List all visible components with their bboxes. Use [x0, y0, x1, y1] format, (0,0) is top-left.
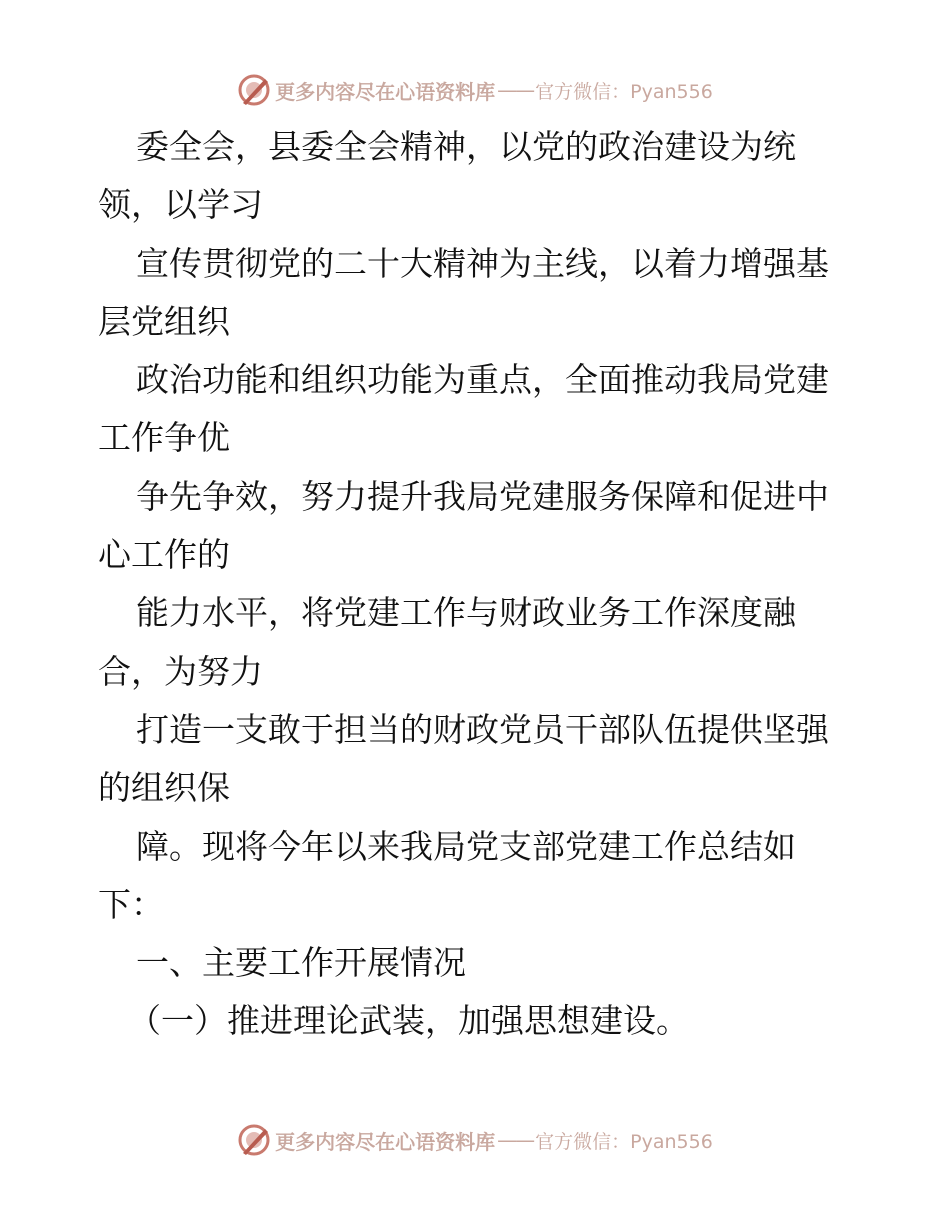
text-line-5: 政治功能和组织功能为重点，全面推动我局党建	[136, 360, 829, 400]
pen-logo-icon	[237, 73, 271, 107]
text-line-9: 能力水平，将党建工作与财政业务工作深度融	[136, 593, 796, 633]
subsection-heading: （一）推进理论武装，加强思想建设。	[128, 1001, 689, 1041]
watermark-wechat-text: 官方微信：Pyan556	[535, 80, 713, 103]
text-line-8: 心工作的	[98, 535, 230, 575]
text-line-3: 宣传贯彻党的二十大精神为主线，以着力增强基	[136, 243, 829, 283]
section-heading: 一、主要工作开展情况	[136, 943, 466, 983]
text-line-4: 层党组织	[98, 301, 230, 341]
watermark-wechat-text: 官方微信：Pyan556	[535, 1130, 713, 1153]
text-line-6: 工作争优	[98, 418, 230, 458]
watermark-main-text: 更多内容尽在心语资料库	[275, 1129, 496, 1154]
watermark-separator: ——	[497, 78, 534, 102]
footer-watermark	[0, 1120, 950, 1160]
watermark-separator: ——	[497, 1128, 534, 1152]
text-line-10: 合，为努力	[98, 651, 263, 691]
header-watermark	[0, 70, 950, 110]
text-line-12: 的组织保	[98, 768, 230, 808]
document-body	[98, 118, 858, 1051]
text-line-13: 障。现将今年以来我局党支部党建工作总结如	[136, 826, 796, 866]
text-line-14: 下：	[98, 884, 164, 924]
text-line-1: 委全会，县委全会精神，以党的政治建设为统	[136, 127, 796, 166]
text-line-7: 争先争效，努力提升我局党建服务保障和促进中	[136, 476, 829, 516]
pen-logo-icon	[237, 1123, 271, 1157]
text-line-11: 打造一支敢于担当的财政党员干部队伍提供坚强	[136, 709, 829, 749]
watermark-main-text: 更多内容尽在心语资料库	[275, 79, 496, 104]
text-line-2: 领，以学习	[98, 185, 263, 225]
